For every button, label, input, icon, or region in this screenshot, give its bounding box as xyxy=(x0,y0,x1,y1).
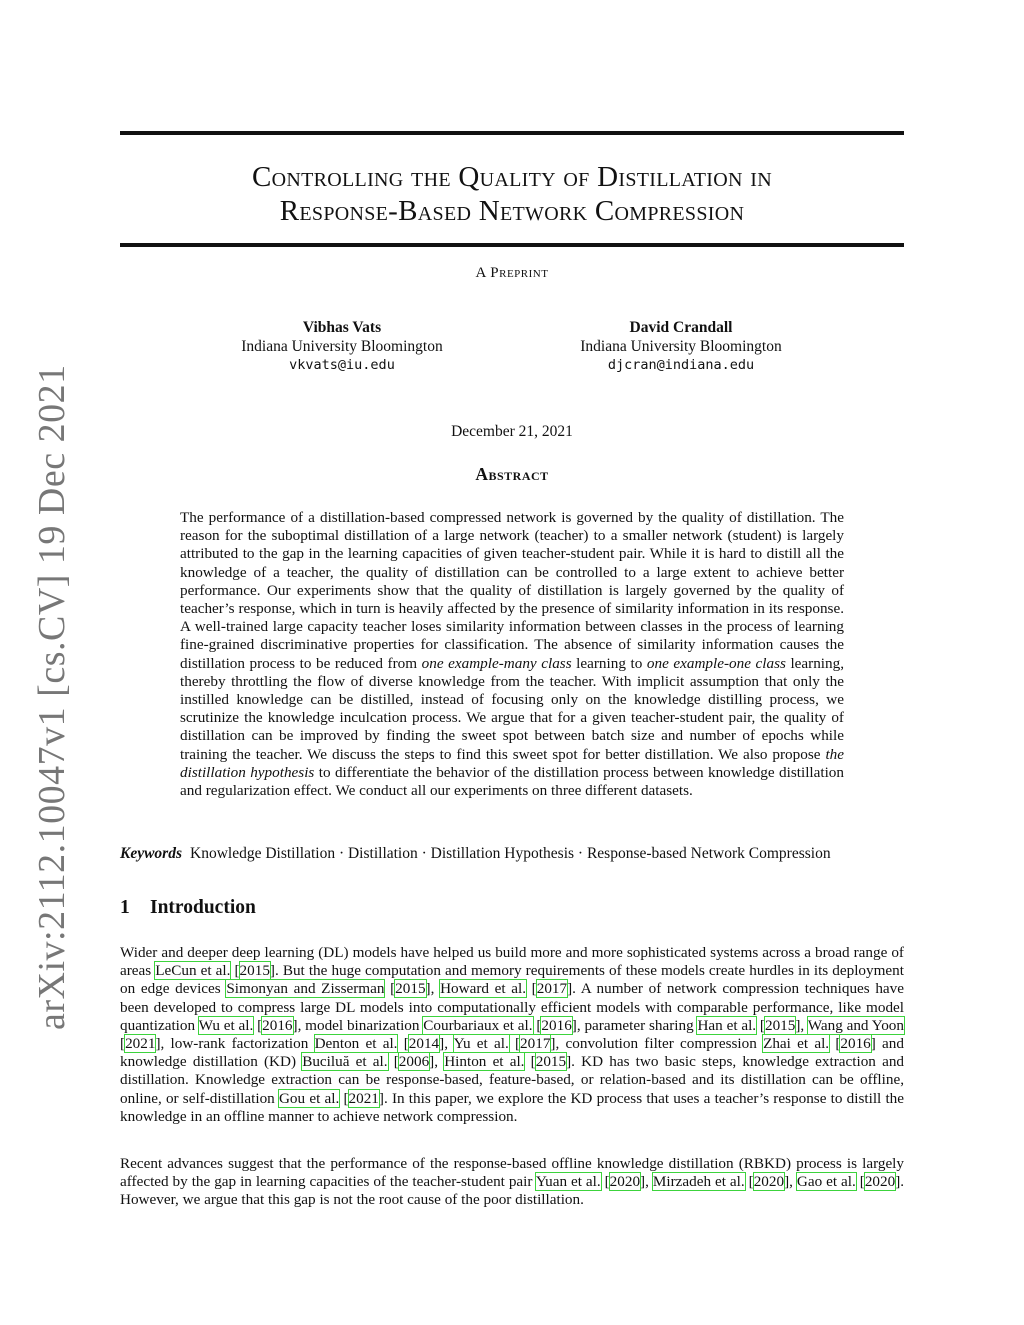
intro-paragraph-2 xyxy=(120,1155,904,1210)
citation-link[interactable]: Courbariaux et al. xyxy=(423,1016,533,1034)
paragraph-text: ], xyxy=(429,1053,445,1071)
author-affiliation: Indiana University Bloomington xyxy=(580,337,782,355)
paragraph-text: [ xyxy=(339,1089,349,1107)
abstract-text: to differentiate the behavior of the distillation process between knowledge distillation and regularization effect. We conduct all our experiments on three different datasets. xyxy=(180,763,844,800)
author-affiliation: Indiana University Bloomington xyxy=(241,337,443,355)
section-heading-introduction xyxy=(120,897,256,919)
author-block-1 xyxy=(182,319,502,375)
arxiv-identifier: arXiv:2112.10047v1 [cs.CV] 19 Dec 2021 xyxy=(31,364,73,1030)
keywords-line xyxy=(120,845,920,863)
paragraph-text: [ xyxy=(524,1053,536,1071)
abstract-text: learning, thereby throttling the flow of diverse knowledge from the teacher. With implicit assumption that only the instilled knowledge can be distilled, instead of focusing only on the knowledge distilling process, we scrutinize the knowledge inculcation process. We argue that for a given teacher-student pair, the quality of distillation can be improved by finding the sweet spot between batch size and number of epochs while training the teacher. We discuss the steps to find this sweet spot for better distillation. We also propose xyxy=(180,654,845,763)
citation-link[interactable]: Wu et al. xyxy=(198,1016,254,1034)
paragraph-text: [ xyxy=(253,1016,263,1034)
citation-link[interactable]: Howard et al. xyxy=(440,980,527,998)
keywords-text: Knowledge Distillation · Distillation · Distillation Hypothesis · Response-based Network Compression xyxy=(190,845,831,862)
citation-link[interactable]: Yu et al. xyxy=(453,1035,509,1053)
paragraph-text: [ xyxy=(855,1173,865,1191)
section-title: Introduction xyxy=(150,897,256,918)
author-block-2 xyxy=(521,319,841,375)
citation-link[interactable]: Simonyan and Zisserman xyxy=(226,980,385,998)
citation-link[interactable]: Hinton et al. xyxy=(444,1053,525,1071)
paragraph-text: [ xyxy=(397,1035,409,1053)
title-top-rule xyxy=(120,131,904,135)
citation-year-link[interactable]: 2020 xyxy=(609,1173,641,1191)
citation-link[interactable]: Gou et al. xyxy=(278,1089,340,1107)
citation-link[interactable]: Han et al. xyxy=(697,1016,757,1034)
citation-year-link[interactable]: 2017 xyxy=(536,980,568,998)
paragraph-text: ], model binarization xyxy=(292,1016,424,1034)
citation-year-link[interactable]: 2015 xyxy=(395,980,426,998)
paragraph-text: ], xyxy=(439,1035,454,1053)
abstract-emphasis: the distillation hypothesis xyxy=(180,745,844,781)
preprint-label: A Preprint xyxy=(475,265,549,281)
paragraph-text: [ xyxy=(120,1035,126,1053)
citation-year-link[interactable]: 2016 xyxy=(262,1016,293,1034)
paragraph-text: ], xyxy=(795,1016,808,1034)
paragraph-text: ], low-rank factorization xyxy=(155,1035,315,1053)
paragraph-text: [ xyxy=(744,1173,754,1191)
paragraph-text: [ xyxy=(756,1016,765,1034)
paragraph-text: ]. KD has two basic steps, knowledge extraction and distillation. Knowledge extraction can be response-based, feature-based, or relation-based and its distillation can be offline, online, or self-distillation xyxy=(120,1053,905,1107)
abstract-text: learning to xyxy=(571,654,647,672)
paragraph-text: ], xyxy=(425,980,441,998)
citation-link[interactable]: Yuan et al. xyxy=(535,1173,601,1191)
citation-link[interactable]: Mirzadeh et al. xyxy=(652,1173,745,1191)
paragraph-text: ] and knowledge distillation (KD) xyxy=(120,1035,904,1071)
paragraph-text: ], convolution filter compression xyxy=(550,1035,764,1053)
title-line-1: Controlling the Quality of Distillation in xyxy=(252,161,772,193)
paragraph-text: ], xyxy=(640,1173,653,1191)
paragraph-text: ], xyxy=(784,1173,797,1191)
paragraph-text: [ xyxy=(384,980,396,998)
paper-date: December 21, 2021 xyxy=(451,423,573,440)
paragraph-text: ]. In this paper, we explore the KD process that uses a teacher’s response to distill the knowledge in an offline manner to achieve network compression. xyxy=(120,1089,905,1125)
citation-year-link[interactable]: 2015 xyxy=(535,1053,567,1071)
citation-year-link[interactable]: 2006 xyxy=(398,1053,430,1071)
paragraph-text: ]. However, we argue that this gap is not the root cause of the poor distillation. xyxy=(120,1173,905,1209)
citation-year-link[interactable]: 2016 xyxy=(541,1016,572,1034)
paragraph-text: [ xyxy=(532,1016,542,1034)
citation-year-link[interactable]: 2015 xyxy=(239,962,270,980)
paragraph-text: [ xyxy=(508,1035,521,1053)
section-number: 1 xyxy=(120,897,130,918)
citation-link[interactable]: LeCun et al. xyxy=(155,962,231,980)
citation-link[interactable]: Denton et al. xyxy=(314,1035,398,1053)
paragraph-text: ]. But the huge computation and memory requirements of these models create hurdles in its deployment on edge devices xyxy=(120,962,904,998)
citation-year-link[interactable]: 2021 xyxy=(125,1035,156,1053)
citation-year-link[interactable]: 2020 xyxy=(753,1173,785,1191)
intro-paragraph-1 xyxy=(120,944,904,1126)
citation-year-link[interactable]: 2017 xyxy=(520,1035,551,1053)
title-bottom-rule xyxy=(120,243,904,247)
paragraph-text: [ xyxy=(829,1035,841,1053)
citation-link[interactable]: Gao et al. xyxy=(796,1173,856,1191)
citation-link[interactable]: Zhai et al. xyxy=(763,1035,830,1053)
citation-year-link[interactable]: 2016 xyxy=(840,1035,871,1053)
author-email[interactable]: vkvats@iu.edu xyxy=(289,357,395,373)
title-line-2: Response-Based Network Compression xyxy=(279,195,745,227)
author-email[interactable]: djcran@indiana.edu xyxy=(607,357,755,373)
paragraph-text: [ xyxy=(526,980,537,998)
abstract-heading: Abstract xyxy=(475,464,549,484)
paragraph-text: Recent advances suggest that the performance of the response-based offline knowledge distillation (RBKD) process is largely affected by the gap in learning capacities of the teacher-student pair xyxy=(120,1155,904,1191)
paper-title xyxy=(120,160,904,228)
author-name: David Crandall xyxy=(629,319,733,336)
paragraph-text: ], parameter sharing xyxy=(571,1016,698,1034)
citation-year-link[interactable]: 2014 xyxy=(408,1035,440,1053)
citation-year-link[interactable]: 2020 xyxy=(864,1173,896,1191)
abstract-text: The performance of a distillation-based compressed network is governed by the quality of distillation. The reason for the suboptimal distillation of a large network (teacher) to a smaller network (student) is largely attributed to the gap in the learning capacities of given teacher-student pair. While it is hard to distill all the knowledge of a teacher, the quality of distillation can be controlled to a large extent to achieve better performance. Our experiments show that the quality of distillation is largely governed by the quality of teacher’s response, which in turn is heavily affected by the presence of similarity information in its response. A well-trained large capacity teacher loses similarity information between classes in the process of learning fine-grained discriminative properties for classification. The absence of similarity information causes the distillation process to be reduced from xyxy=(180,509,844,672)
citation-link[interactable]: Buciluă et al. xyxy=(302,1053,388,1071)
abstract-emphasis: one example-many class xyxy=(421,654,572,672)
abstract-emphasis: one example-one class xyxy=(646,654,786,672)
paragraph-text: ]. A number of network compression techniques have been developed to compress large DL models into computationally efficient models with comparable performance, like model quantization xyxy=(120,980,905,1034)
paragraph-text: Wider and deeper deep learning (DL) models have helped us build more and more sophisticated systems across a broad range of areas xyxy=(120,944,904,980)
citation-link[interactable]: Wang and Yoon xyxy=(807,1016,904,1034)
keywords-label: Keywords xyxy=(120,845,182,862)
paragraph-text: [ xyxy=(387,1053,399,1071)
paragraph-text: [ xyxy=(230,962,240,980)
paragraph-text: [ xyxy=(600,1173,610,1191)
abstract-body xyxy=(180,509,844,800)
author-name: Vibhas Vats xyxy=(302,319,382,336)
citation-year-link[interactable]: 2015 xyxy=(764,1016,796,1034)
citation-year-link[interactable]: 2021 xyxy=(348,1089,379,1107)
